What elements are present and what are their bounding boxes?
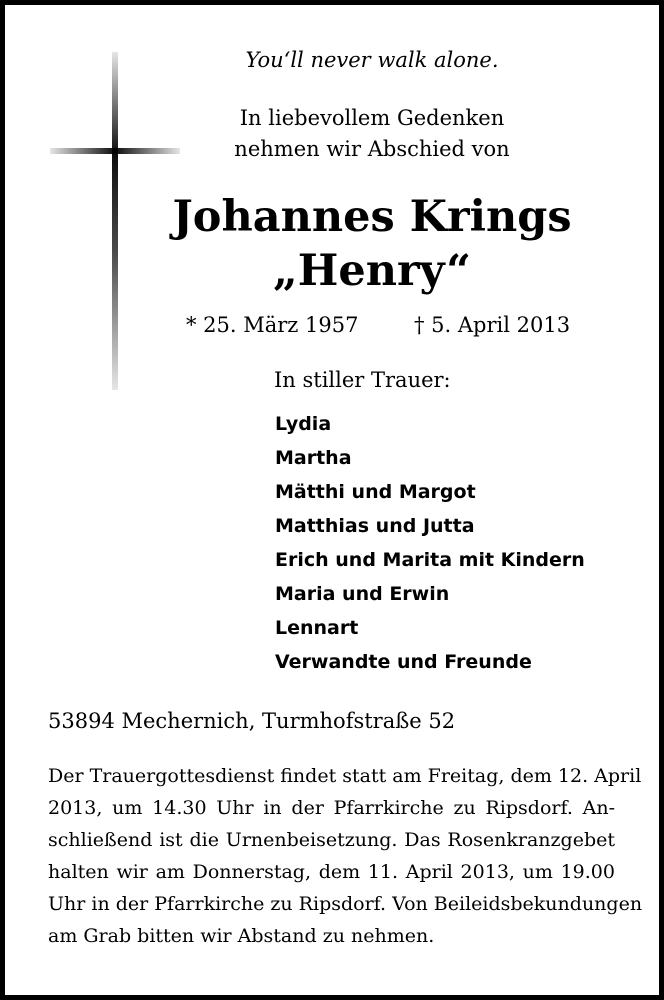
list-item: Erich und Marita mit Kindern	[275, 549, 585, 571]
service-line: Der Trauergottesdienst findet statt am Freitag, dem 12. April	[48, 765, 642, 787]
service-line: halten wir am Donnerstag, dem 11. April 2013, um 19.00	[48, 861, 615, 883]
deceased-name: Johannes Krings	[172, 192, 572, 242]
address: 53894 Mechernich, Turmhofstraße 52	[48, 709, 456, 733]
list-item: Maria und Erwin	[275, 583, 450, 605]
deceased-name-block	[0, 190, 664, 298]
list-item: Mätthi und Margot	[275, 481, 476, 503]
service-line: 2013, um 14.30 Uhr in der Pfarrkirche zu Ripsdorf. An-	[48, 797, 615, 819]
intro-line: In liebevollem Gedenken	[239, 106, 505, 130]
service-notice	[48, 760, 643, 952]
motto: You‘ll never walk alone.	[245, 48, 499, 72]
death-date: † 5. April 2013	[414, 313, 571, 337]
service-line: Uhr in der Pfarrkirche zu Ripsdorf. Von Beileidsbekundungen	[48, 893, 643, 915]
list-item: Verwandte und Freunde	[275, 651, 532, 673]
list-item: Martha	[275, 447, 352, 469]
service-line: am Grab bitten wir Abstand zu nehmen.	[48, 925, 435, 947]
service-line: schließend ist die Urnenbeisetzung. Das Rosenkranzgebet	[48, 829, 615, 851]
intro-line: nehmen wir Abschied von	[234, 137, 510, 161]
list-item: Matthias und Jutta	[275, 515, 475, 537]
deceased-nickname: „Henry“	[273, 246, 471, 296]
list-item: Lydia	[275, 413, 332, 435]
list-item: Lennart	[275, 617, 359, 639]
mourning-label: In stiller Trauer:	[274, 368, 451, 392]
intro-text	[0, 103, 664, 165]
family-list	[275, 407, 585, 679]
birth-date: * 25. März 1957	[186, 313, 359, 337]
